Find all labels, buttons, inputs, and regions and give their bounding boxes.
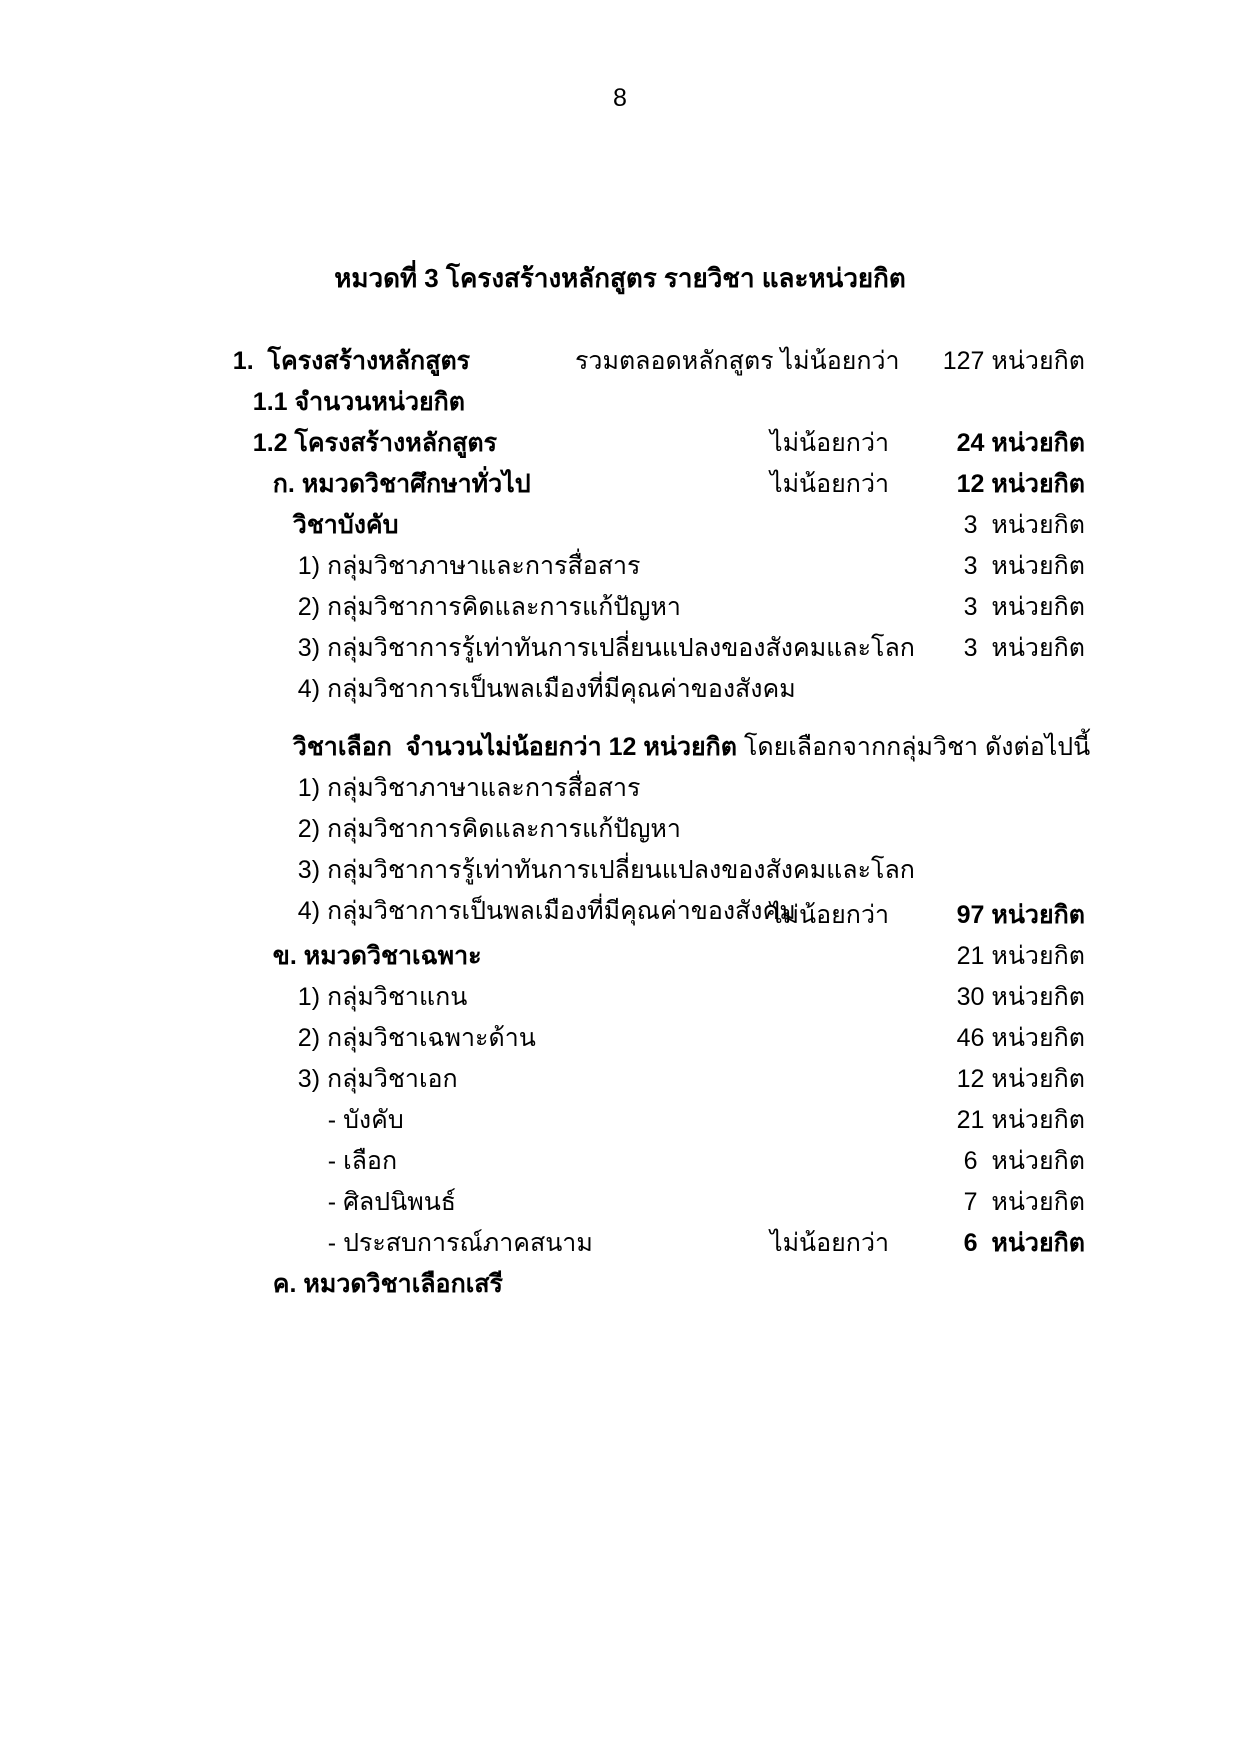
table-row: [0, 727, 1240, 802]
row-label: 1. โครงสร้างหลักสูตร: [232, 347, 471, 375]
page-number: 8: [613, 84, 627, 112]
credit-amount: 7 หน่วยกิต: [963, 1188, 1085, 1216]
row-label: ข. หมวดวิชาเฉพาะ: [272, 942, 482, 970]
credit-amount: 3 หน่วยกิต: [963, 511, 1085, 539]
min-requirement-text: ไม่น้อยกว่า: [770, 1229, 890, 1257]
table-row: [0, 686, 1240, 761]
row-label: 1) กลุ่มวิชาภาษาและการสื่อสาร: [297, 552, 641, 580]
credit-amount: 21 หน่วยกิต: [956, 1106, 1085, 1134]
table-row: [0, 546, 1240, 621]
row-label: - เลือก: [327, 1147, 398, 1175]
credit-amount: 3 หน่วยกิต: [963, 593, 1085, 621]
row-label: 3) กลุ่มวิชาการรู้เท่าทันการเปลี่ยนแปลงของสังคมและโลก: [297, 856, 915, 884]
credit-amount: 12 หน่วยกิต: [956, 470, 1085, 498]
page-title: หมวดที่ 3 โครงสร้างหลักสูตร รายวิชา และหน่วยกิต: [334, 263, 906, 293]
table-row: [0, 587, 1240, 662]
min-requirement-text: ไม่น้อยกว่า: [770, 429, 890, 457]
credit-amount: 6 หน่วยกิต: [963, 1147, 1085, 1175]
row-label: 1.2 โครงสร้างหลักสูตร: [252, 429, 498, 457]
row-label: 1.1 จำนวนหน่วยกิต: [252, 388, 466, 416]
credit-amount: 12 หน่วยกิต: [956, 1065, 1085, 1093]
credit-amount: 3 หน่วยกิต: [963, 634, 1085, 662]
credit-amount: 3 หน่วยกิต: [963, 552, 1085, 580]
row-label: 2) กลุ่มวิชาเฉพาะด้าน: [297, 1024, 536, 1052]
table-row: [0, 1223, 1240, 1298]
row-label: ค. หมวดวิชาเลือกเสรี: [272, 1270, 503, 1298]
row-label: ก. หมวดวิชาศึกษาทั่วไป: [272, 470, 531, 498]
row-label: วิชาเลือก จำนวนไม่น้อยกว่า 12 หน่วยกิต โดยเลือกจากกลุ่มวิชา ดังต่อไปนี้: [292, 733, 1091, 761]
row-label: - ศิลปนิพนธ์: [327, 1188, 457, 1216]
row-label: - ประสบการณ์ภาคสนาม: [327, 1229, 593, 1257]
credit-amount: 97 หน่วยกิต: [956, 901, 1085, 929]
credit-amount: 6 หน่วยกิต: [963, 1229, 1085, 1257]
table-row: [0, 505, 1240, 580]
min-requirement-text: ไม่น้อยกว่า: [770, 470, 890, 498]
credit-amount: 127 หน่วยกิต: [942, 347, 1085, 375]
row-label: 3) กลุ่มวิชาการรู้เท่าทันการเปลี่ยนแปลงของสังคมและโลก: [297, 634, 915, 662]
table-row: [0, 809, 1240, 884]
row-label: 2) กลุ่มวิชาการคิดและการแก้ปัญหา: [297, 815, 681, 843]
row-label: 4) กลุ่มวิชาการเป็นพลเมืองที่มีคุณค่าของสังคม: [297, 675, 796, 703]
row-label: 1) กลุ่มวิชาแกน: [297, 983, 468, 1011]
row-label: 3) กลุ่มวิชาเอก: [297, 1065, 458, 1093]
row-label: 4) กลุ่มวิชาการเป็นพลเมืองที่มีคุณค่าของสังคม: [297, 897, 796, 925]
row-label: 2) กลุ่มวิชาการคิดและการแก้ปัญหา: [297, 593, 681, 621]
row-label-suffix: โดยเลือกจากกลุ่มวิชา ดังต่อไปนี้: [737, 733, 1091, 761]
row-label: - บังคับ: [327, 1106, 404, 1134]
table-row: [0, 768, 1240, 843]
min-requirement-text: ไม่น้อยกว่า: [770, 901, 890, 929]
min-requirement-text: รวมตลอดหลักสูตร ไม่น้อยกว่า: [575, 347, 900, 375]
row-label: 1) กลุ่มวิชาภาษาและการสื่อสาร: [297, 774, 641, 802]
credit-amount: 21 หน่วยกิต: [956, 942, 1085, 970]
credit-amount: 46 หน่วยกิต: [956, 1024, 1085, 1052]
credit-amount: 24 หน่วยกิต: [956, 429, 1085, 457]
curriculum-structure-list: [0, 300, 1240, 1298]
credit-amount: 30 หน่วยกิต: [956, 983, 1085, 1011]
table-row: [0, 628, 1240, 703]
table-row: [0, 341, 1240, 416]
row-label: วิชาบังคับ: [292, 511, 399, 539]
